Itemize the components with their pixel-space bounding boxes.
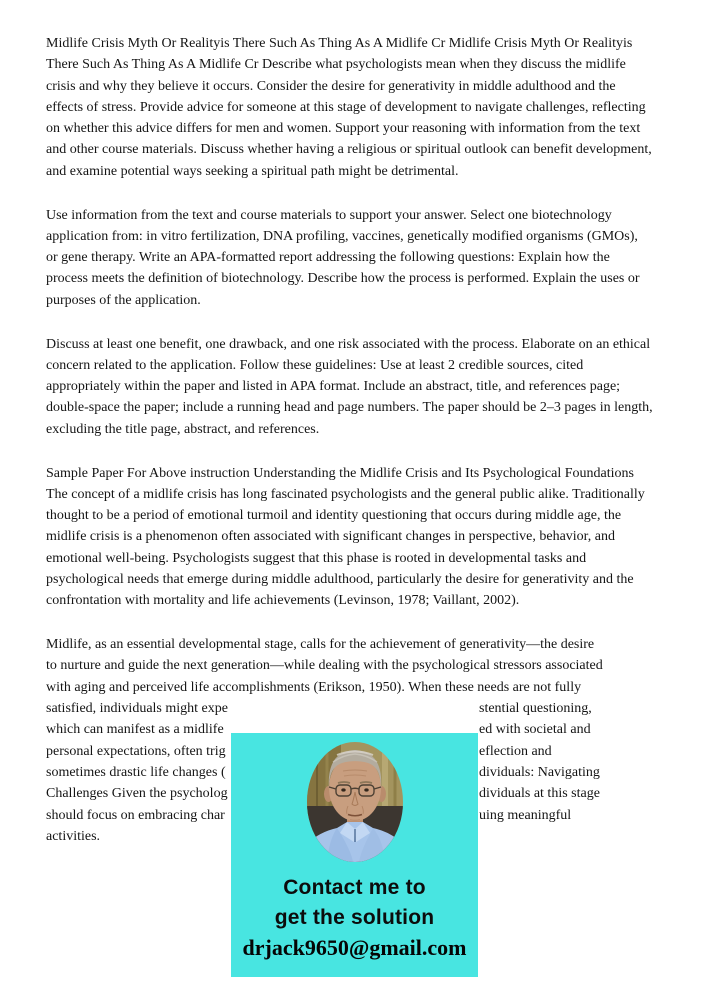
- text-fragment-left: sometimes drastic life changes (: [46, 764, 226, 780]
- text-fragment-right: stential questioning,: [479, 701, 592, 717]
- text-fragment-left: Challenges Given the psycholog: [46, 786, 228, 802]
- text-line: [46, 655, 653, 676]
- contact-overlay: [231, 733, 478, 977]
- contact-email: drjack9650@gmail.com: [242, 935, 467, 960]
- text-fragment-right: dividuals at this stage: [479, 786, 600, 802]
- contact-heading: [275, 873, 435, 933]
- text-fragment-right: ed with societal and: [479, 722, 591, 738]
- text-fragment-left: which can manifest as a midlife: [46, 722, 224, 738]
- text-fragment-left: should focus on embracing char: [46, 807, 225, 823]
- text-fragment-left: activities.: [46, 828, 101, 844]
- text-fragment-right: uing meaningful: [479, 807, 572, 823]
- elderly-man-portrait-image: [307, 742, 403, 862]
- paragraph-2: Use information from the text and course materials to support your answer. Select one biotechnology application from: in vitro fertilization, DNA profiling, vaccines, genetically modified organisms (GMOs), or gene therapy. Write an APA-formatted report addressing the following questions: Explain how the process meets the definition of biotechnology. Describe how the process is performed. Explain the uses or purposes of the application.: [46, 207, 640, 308]
- text-line: [46, 698, 653, 719]
- paragraph-1: Midlife Crisis Myth Or Realityis There Such As Thing As A Midlife Cr Midlife Crisis Myth Or Realityis There Such As Thing As A Midlife Cr Describe what psychologists mean when they discuss the midlife crisis and why they believe it occurs. Consider the desire for generativity in middle adulthood and the effects of stress. Provide advice for someone at this stage of development to navigate challenges, reflecting on whether this advice differs for men and women. Support your reasoning with information from the text and other course materials. Discuss whether having a religious or spiritual outlook can benefit development, and examine potential ways seeking a spiritual path might be detrimental.: [46, 36, 652, 179]
- paragraph-4: Sample Paper For Above instruction Understanding the Midlife Crisis and Its Psychological Foundations The concept of a midlife crisis has long fascinated psychologists and the general public alike. Traditionally thought to be a period of emotional turmoil and identity questioning that occurs during middle age, the midlife crisis is a phenomenon often associated with significant changes in perspective, behavior, and emotional well-being. Psychologists suggest that this phase is rooted in developmental tasks and psychological needs that emerge during middle adulthood, particularly the desire for generativity and the confrontation with mortality and life achievements (Levinson, 1978; Vaillant, 2002).: [46, 465, 645, 609]
- tutor-portrait-photo: [307, 742, 403, 862]
- paragraph-3: Discuss at least one benefit, one drawback, and one risk associated with the process. Elaborate on an ethical concern related to the application. Follow these guidelines: Use at least 2 credible sources, cited appropriately within the paper and listed in APA format. Include an abstract, title, and references page; double-space the paper; include a running head and page numbers. The paper should be 2–3 pages in length, excluding the title page, abstract, and references.: [46, 336, 653, 437]
- text-fragment-left: with aging and perceived life accomplishments (Erikson, 1950). When these needs are not fully: [46, 679, 582, 695]
- document-text: [46, 33, 653, 847]
- text-line: [46, 677, 653, 698]
- text-fragment-left: Midlife, as an essential developmental stage, calls for the achievement of generativity—the desire: [46, 637, 595, 653]
- text-fragment-right: dividuals: Navigating: [479, 764, 600, 780]
- contact-heading-line2: get the solution: [274, 906, 435, 929]
- text-fragment-left: personal expectations, often trig: [46, 743, 226, 759]
- text-fragment-left: satisfied, individuals might expe: [46, 701, 228, 717]
- contact-heading-line1: Contact me to: [283, 876, 426, 899]
- text-fragment-right: eflection and: [479, 743, 552, 759]
- text-line: [46, 634, 653, 655]
- text-fragment-left: to nurture and guide the next generation—while dealing with the psychological stressors associated: [46, 658, 603, 674]
